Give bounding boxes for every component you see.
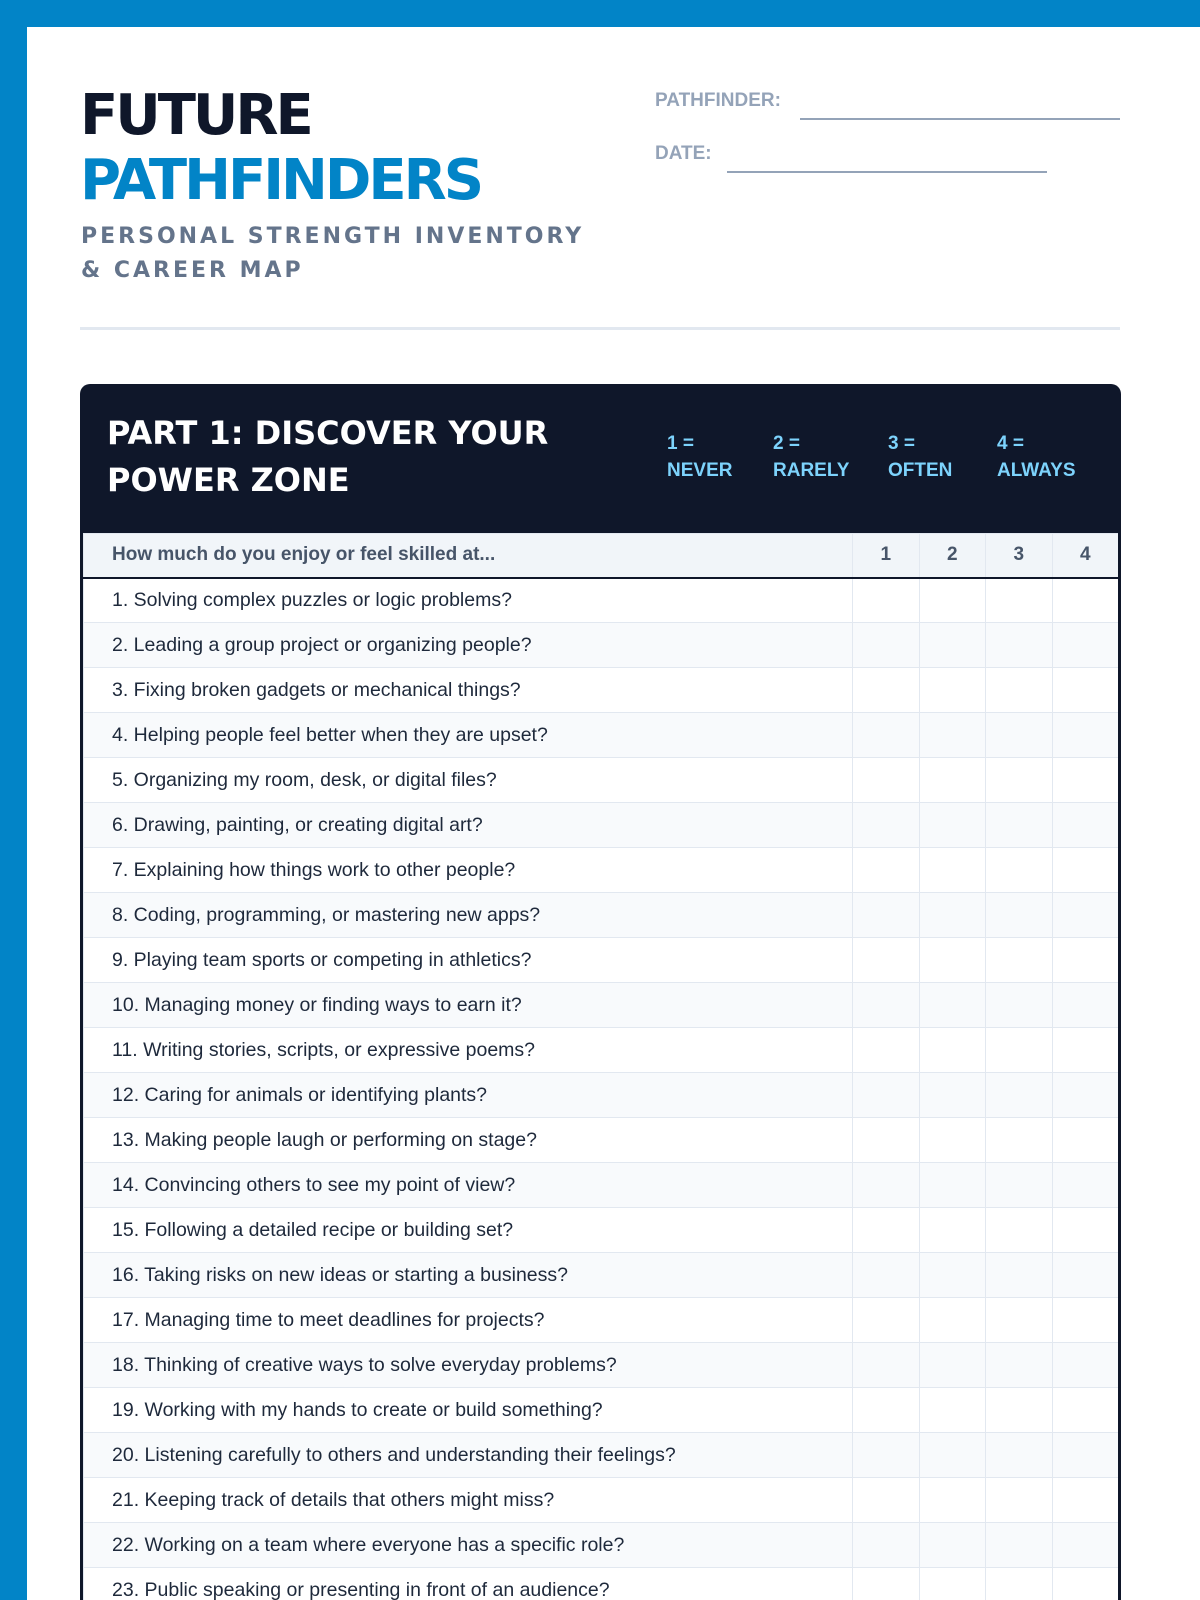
scale-key: 2 = [773,433,800,454]
rating-cell-2[interactable] [919,1208,986,1253]
rating-cell-1[interactable] [853,1028,920,1073]
question-text: 15. Following a detailed recipe or building set? [84,1208,853,1253]
question-text: 22. Working on a team where everyone has a specific role? [84,1523,853,1568]
rating-cell-4[interactable] [1052,1163,1118,1208]
pathfinder-field[interactable] [800,118,1120,120]
rating-cell-4[interactable] [1052,1208,1118,1253]
rating-cell-2[interactable] [919,758,986,803]
question-list [84,578,1119,1600]
table-row [84,623,1119,668]
rating-cell-2[interactable] [919,1388,986,1433]
rating-cell-2[interactable] [919,1478,986,1523]
rating-cell-4[interactable] [1052,983,1118,1028]
rating-cell-4[interactable] [1052,1433,1118,1478]
rating-cell-1[interactable] [853,1568,920,1600]
question-text: 6. Drawing, painting, or creating digital art? [84,803,853,848]
rating-cell-2[interactable] [919,1118,986,1163]
rating-cell-3[interactable] [986,1343,1053,1388]
rating-cell-3[interactable] [986,803,1053,848]
rating-column-header-3: 3 [986,534,1053,578]
question-column-header: How much do you enjoy or feel skilled at... [84,534,853,578]
rating-cell-2[interactable] [919,713,986,758]
rating-cell-1[interactable] [853,623,920,668]
pathfinder-label: PATHFINDER: [655,90,781,111]
rating-cell-4[interactable] [1052,1523,1118,1568]
scale-legend-1 [667,430,732,484]
table-row [84,1163,1119,1208]
scale-label: NEVER [667,460,733,481]
rating-cell-3[interactable] [986,1523,1053,1568]
rating-cell-4[interactable] [1052,1073,1118,1118]
table-row [84,848,1119,893]
rating-cell-2[interactable] [919,1523,986,1568]
rating-cell-2[interactable] [919,623,986,668]
question-text: 11. Writing stories, scripts, or expressive poems? [84,1028,853,1073]
rating-cell-2[interactable] [919,1253,986,1298]
question-text: 9. Playing team sports or competing in athletics? [84,938,853,983]
scale-label: OFTEN [888,460,953,481]
question-text: 21. Keeping track of details that others might miss? [84,1478,853,1523]
rating-cell-1[interactable] [853,713,920,758]
table-row [84,1388,1119,1433]
rating-cell-1[interactable] [853,1433,920,1478]
rating-cell-4[interactable] [1052,1028,1118,1073]
rating-cell-1[interactable] [853,1478,920,1523]
rating-cell-1[interactable] [853,938,920,983]
scale-label: RARELY [773,460,850,481]
question-text: 1. Solving complex puzzles or logic problems? [84,578,853,623]
rating-cell-2[interactable] [919,1163,986,1208]
rating-cell-4[interactable] [1052,1118,1118,1163]
rating-cell-4[interactable] [1052,668,1118,713]
rating-cell-2[interactable] [919,1028,986,1073]
rating-cell-3[interactable] [986,758,1053,803]
table-row [84,1118,1119,1163]
question-text: 8. Coding, programming, or mastering new apps? [84,893,853,938]
rating-cell-3[interactable] [986,848,1053,893]
rating-column-header-4: 4 [1052,534,1118,578]
rating-cell-4[interactable] [1052,1388,1118,1433]
question-text: 17. Managing time to meet deadlines for projects? [84,1298,853,1343]
rating-cell-3[interactable] [986,893,1053,938]
question-text: 18. Thinking of creative ways to solve everyday problems? [84,1343,853,1388]
rating-cell-1[interactable] [853,758,920,803]
rating-cell-2[interactable] [919,1433,986,1478]
rating-cell-1[interactable] [853,1118,920,1163]
rating-cell-4[interactable] [1052,938,1118,983]
header-divider [80,327,1120,330]
rating-cell-1[interactable] [853,668,920,713]
question-text: 14. Convincing others to see my point of view? [84,1163,853,1208]
rating-cell-1[interactable] [853,1343,920,1388]
table-row [84,983,1119,1028]
rating-cell-2[interactable] [919,1298,986,1343]
rating-cell-1[interactable] [853,1073,920,1118]
question-text: 10. Managing money or finding ways to earn it? [84,983,853,1028]
rating-cell-3[interactable] [986,1298,1053,1343]
scale-key: 1 = [667,433,694,454]
table-row [84,1073,1119,1118]
table-row [84,938,1119,983]
rating-cell-4[interactable] [1052,1478,1118,1523]
rating-cell-1[interactable] [853,848,920,893]
rating-column-header-2: 2 [919,534,986,578]
rating-cell-1[interactable] [853,1208,920,1253]
top-frame-bar [0,0,1200,27]
scale-key: 3 = [888,433,915,454]
rating-cell-3[interactable] [986,1073,1053,1118]
rating-column-header-1: 1 [853,534,920,578]
rating-cell-3[interactable] [986,713,1053,758]
date-field[interactable] [727,171,1047,173]
rating-cell-2[interactable] [919,893,986,938]
scale-label: ALWAYS [997,460,1076,481]
rating-cell-3[interactable] [986,1478,1053,1523]
question-text: 5. Organizing my room, desk, or digital files? [84,758,853,803]
rating-cell-4[interactable] [1052,578,1118,623]
rating-cell-4[interactable] [1052,1343,1118,1388]
rating-cell-1[interactable] [853,1253,920,1298]
rating-cell-1[interactable] [853,578,920,623]
rating-cell-2[interactable] [919,848,986,893]
question-text: 12. Caring for animals or identifying plants? [84,1073,853,1118]
table-row [84,1208,1119,1253]
date-label: DATE: [655,143,712,164]
question-text: 2. Leading a group project or organizing people? [84,623,853,668]
table-row [84,1478,1119,1523]
rating-cell-2[interactable] [919,578,986,623]
scale-legend-2 [773,430,849,484]
rating-cell-3[interactable] [986,623,1053,668]
table-header-row [84,534,1119,578]
rating-cell-1[interactable] [853,1298,920,1343]
inventory-table [83,533,1118,1600]
rating-cell-3[interactable] [986,1253,1053,1298]
rating-cell-1[interactable] [853,1163,920,1208]
brand-title-line2: PATHFINDERS [80,148,482,213]
rating-cell-2[interactable] [919,1568,986,1600]
rating-cell-2[interactable] [919,938,986,983]
rating-cell-1[interactable] [853,893,920,938]
question-text: 4. Helping people feel better when they are upset? [84,713,853,758]
rating-cell-4[interactable] [1052,713,1118,758]
rating-cell-3[interactable] [986,1208,1053,1253]
rating-cell-4[interactable] [1052,623,1118,668]
question-text: 23. Public speaking or presenting in front of an audience? [84,1568,853,1600]
rating-cell-3[interactable] [986,1163,1053,1208]
rating-cell-4[interactable] [1052,758,1118,803]
inventory-table-wrap [83,533,1118,1600]
table-row [84,758,1119,803]
table-row [84,893,1119,938]
scale-key: 4 = [997,433,1024,454]
table-row [84,578,1119,623]
part1-title: PART 1: DISCOVER YOUR POWER ZONE [107,414,549,499]
rating-cell-1[interactable] [853,803,920,848]
rating-cell-3[interactable] [986,983,1053,1028]
page-subtitle: PERSONAL STRENGTH INVENTORY & CAREER MAP [81,224,585,283]
question-text: 20. Listening carefully to others and understanding their feelings? [84,1433,853,1478]
question-text: 7. Explaining how things work to other people? [84,848,853,893]
rating-cell-2[interactable] [919,1343,986,1388]
rating-cell-4[interactable] [1052,893,1118,938]
brand-title-line1: FUTURE [80,83,311,148]
rating-cell-2[interactable] [919,668,986,713]
rating-cell-3[interactable] [986,668,1053,713]
table-row [84,1298,1119,1343]
table-row [84,1433,1119,1478]
table-row [84,1253,1119,1298]
rating-cell-1[interactable] [853,1523,920,1568]
scale-legend-3 [888,430,952,484]
rating-cell-3[interactable] [986,578,1053,623]
rating-cell-4[interactable] [1052,1568,1118,1600]
table-row [84,1523,1119,1568]
table-row [84,713,1119,758]
scale-legend-4 [997,430,1076,484]
rating-cell-3[interactable] [986,1388,1053,1433]
table-row [84,668,1119,713]
rating-cell-2[interactable] [919,1073,986,1118]
rating-cell-3[interactable] [986,1568,1053,1600]
rating-cell-3[interactable] [986,1028,1053,1073]
rating-cell-2[interactable] [919,803,986,848]
question-text: 16. Taking risks on new ideas or starting a business? [84,1253,853,1298]
question-text: 19. Working with my hands to create or build something? [84,1388,853,1433]
rating-cell-2[interactable] [919,983,986,1028]
rating-cell-3[interactable] [986,938,1053,983]
left-frame-bar [0,0,27,1600]
rating-cell-1[interactable] [853,983,920,1028]
rating-cell-3[interactable] [986,1433,1053,1478]
rating-cell-3[interactable] [986,1118,1053,1163]
rating-cell-4[interactable] [1052,1253,1118,1298]
table-row [84,1343,1119,1388]
rating-cell-4[interactable] [1052,803,1118,848]
table-row [84,1028,1119,1073]
rating-cell-4[interactable] [1052,848,1118,893]
rating-cell-4[interactable] [1052,1298,1118,1343]
question-text: 13. Making people laugh or performing on stage? [84,1118,853,1163]
table-row [84,1568,1119,1600]
rating-cell-1[interactable] [853,1388,920,1433]
question-text: 3. Fixing broken gadgets or mechanical things? [84,668,853,713]
table-row [84,803,1119,848]
